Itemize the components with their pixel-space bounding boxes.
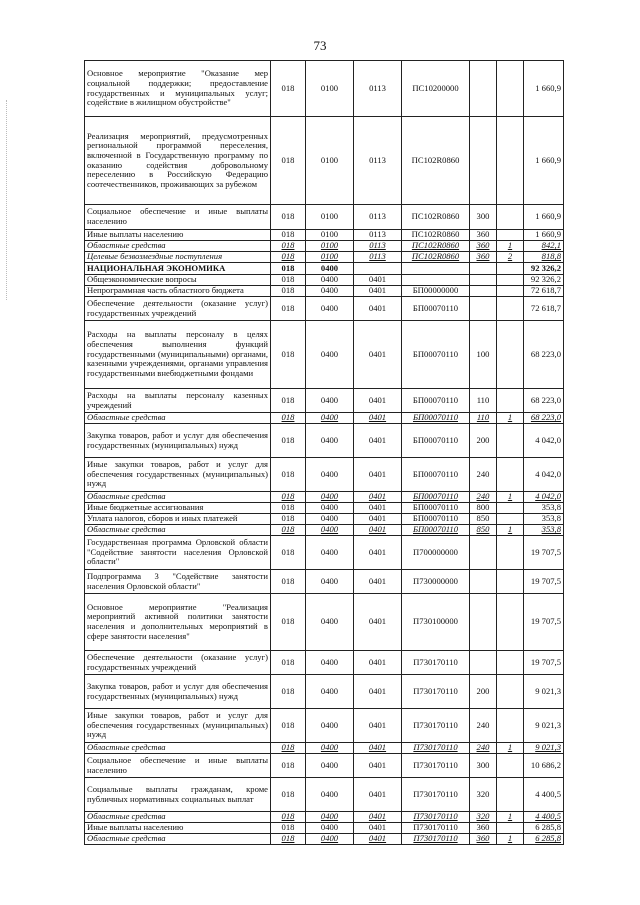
row-csr-cell: П700000000: [402, 536, 470, 570]
table-row: [85, 424, 564, 458]
row-vr-cell: [470, 286, 497, 297]
row-sum-cell: 92 326,2: [524, 263, 564, 275]
row-sum-cell: 4 400,5: [524, 812, 564, 823]
row-name-cell: Областные средства: [85, 492, 271, 503]
row-rz-cell: 0400: [306, 286, 354, 297]
row-source-cell: 1: [497, 834, 524, 845]
row-name-cell: Основное мероприятие "Оказание мер социальной поддержки; предоставление государственных и муниципальных услуг; содействие в жилищном обустройстве": [85, 61, 271, 117]
row-sum-cell: 353,8: [524, 525, 564, 536]
row-vr-cell: 320: [470, 778, 497, 812]
table-row: [85, 389, 564, 413]
row-source-cell: [497, 297, 524, 321]
row-sum-cell: 19 707,5: [524, 651, 564, 675]
row-sum-cell: 9 021,3: [524, 709, 564, 743]
row-csr-cell: П730170110: [402, 823, 470, 834]
row-vr-cell: 240: [470, 458, 497, 492]
table-row: [85, 321, 564, 389]
row-source-cell: [497, 754, 524, 778]
row-sum-cell: 353,8: [524, 514, 564, 525]
row-rz-cell: 0400: [306, 778, 354, 812]
row-sum-cell: 68 223,0: [524, 321, 564, 389]
row-sum-cell: 4 042,0: [524, 458, 564, 492]
row-csr-cell: П730170110: [402, 834, 470, 845]
row-gr-cell: 018: [271, 651, 306, 675]
row-gr-cell: 018: [271, 263, 306, 275]
row-sum-cell: 68 223,0: [524, 413, 564, 424]
row-pr-cell: 0401: [354, 424, 402, 458]
row-rz-cell: 0100: [306, 61, 354, 117]
table-row: [85, 492, 564, 503]
row-rz-cell: 0400: [306, 321, 354, 389]
row-name-cell: Расходы на выплаты персоналу в целях обеспечения выполнения функций государственными (муниципальными) органами, казенными учреждениями, органами управления государственными внебюджетными фондами: [85, 321, 271, 389]
row-pr-cell: 0113: [354, 205, 402, 230]
row-pr-cell: 0401: [354, 514, 402, 525]
row-source-cell: 1: [497, 525, 524, 536]
row-name-cell: Целевые безвозмездные поступления: [85, 252, 271, 263]
row-pr-cell: 0401: [354, 812, 402, 823]
row-source-cell: 1: [497, 812, 524, 823]
row-source-cell: 1: [497, 413, 524, 424]
row-pr-cell: 0401: [354, 778, 402, 812]
row-pr-cell: 0401: [354, 754, 402, 778]
table-row: [85, 525, 564, 536]
row-source-cell: [497, 514, 524, 525]
row-name-cell: Общеэкономические вопросы: [85, 275, 271, 286]
row-pr-cell: 0113: [354, 61, 402, 117]
row-name-cell: Областные средства: [85, 525, 271, 536]
row-source-cell: [497, 458, 524, 492]
row-csr-cell: ПС102R0860: [402, 241, 470, 252]
row-csr-cell: БП00070110: [402, 321, 470, 389]
row-pr-cell: 0401: [354, 413, 402, 424]
table-row: [85, 275, 564, 286]
row-sum-cell: 4 400,5: [524, 778, 564, 812]
row-name-cell: Обеспечение деятельности (оказание услуг) государственных учреждений: [85, 297, 271, 321]
row-name-cell: НАЦИОНАЛЬНАЯ ЭКОНОМИКА: [85, 263, 271, 275]
row-name-cell: Закупка товаров, работ и услуг для обеспечения государственных (муниципальных) нужд: [85, 675, 271, 709]
row-rz-cell: 0400: [306, 275, 354, 286]
row-sum-cell: 1 660,9: [524, 117, 564, 205]
table-row: [85, 117, 564, 205]
row-rz-cell: 0400: [306, 424, 354, 458]
table-row: [85, 503, 564, 514]
row-vr-cell: 360: [470, 241, 497, 252]
row-gr-cell: 018: [271, 275, 306, 286]
row-vr-cell: [470, 263, 497, 275]
row-vr-cell: [470, 117, 497, 205]
row-sum-cell: 1 660,9: [524, 205, 564, 230]
row-rz-cell: 0400: [306, 709, 354, 743]
row-csr-cell: П730000000: [402, 570, 470, 594]
row-name-cell: Обеспечение деятельности (оказание услуг) государственных учреждений: [85, 651, 271, 675]
row-vr-cell: 240: [470, 709, 497, 743]
table-row: [85, 823, 564, 834]
row-gr-cell: 018: [271, 458, 306, 492]
row-csr-cell: БП00070110: [402, 503, 470, 514]
table-row: [85, 205, 564, 230]
row-source-cell: [497, 424, 524, 458]
table-row: [85, 514, 564, 525]
page-number: 73: [313, 38, 327, 53]
row-rz-cell: 0400: [306, 594, 354, 651]
row-name-cell: Иные закупки товаров, работ и услуг для обеспечения государственных (муниципальных) нужд: [85, 458, 271, 492]
row-sum-cell: 92 326,2: [524, 275, 564, 286]
row-vr-cell: [470, 61, 497, 117]
row-source-cell: 1: [497, 492, 524, 503]
row-pr-cell: 0401: [354, 389, 402, 413]
row-name-cell: Областные средства: [85, 834, 271, 845]
table-row: [85, 241, 564, 252]
table-row: [85, 458, 564, 492]
row-name-cell: Иные выплаты населению: [85, 823, 271, 834]
row-pr-cell: [354, 263, 402, 275]
row-csr-cell: ПС10200000: [402, 61, 470, 117]
row-name-cell: Иные закупки товаров, работ и услуг для обеспечения государственных (муниципальных) нужд: [85, 709, 271, 743]
row-rz-cell: 0400: [306, 389, 354, 413]
row-name-cell: Основное мероприятие "Реализация мероприятий активной политики занятости населения и дополнительных мероприятий в сфере занятости населения": [85, 594, 271, 651]
row-gr-cell: 018: [271, 492, 306, 503]
row-name-cell: Непрограммная часть областного бюджета: [85, 286, 271, 297]
row-rz-cell: 0100: [306, 230, 354, 241]
table-row: [85, 675, 564, 709]
row-vr-cell: 360: [470, 252, 497, 263]
table-row: [85, 651, 564, 675]
row-name-cell: Реализация мероприятий, предусмотренных региональной программой переселения, включенной в Государственную программу по оказанию содействия добровольному переселению в Российскую Федерацию соотечественников, проживающих за рубежом: [85, 117, 271, 205]
row-source-cell: [497, 263, 524, 275]
row-source-cell: [497, 117, 524, 205]
row-pr-cell: 0113: [354, 230, 402, 241]
table-row: [85, 834, 564, 845]
table-row: [85, 570, 564, 594]
row-name-cell: Социальное обеспечение и иные выплаты населению: [85, 754, 271, 778]
row-name-cell: Расходы на выплаты персоналу казенных учреждений: [85, 389, 271, 413]
row-pr-cell: 0401: [354, 275, 402, 286]
row-gr-cell: 018: [271, 286, 306, 297]
row-vr-cell: 200: [470, 675, 497, 709]
row-vr-cell: [470, 536, 497, 570]
row-gr-cell: 018: [271, 424, 306, 458]
scan-margin-marks: [6, 100, 9, 300]
row-pr-cell: 0401: [354, 492, 402, 503]
row-rz-cell: 0100: [306, 205, 354, 230]
row-vr-cell: [470, 275, 497, 286]
row-rz-cell: 0400: [306, 812, 354, 823]
row-csr-cell: П730170110: [402, 778, 470, 812]
row-rz-cell: 0400: [306, 823, 354, 834]
row-vr-cell: [470, 651, 497, 675]
row-csr-cell: БП00070110: [402, 297, 470, 321]
row-rz-cell: 0400: [306, 834, 354, 845]
row-vr-cell: [470, 297, 497, 321]
row-vr-cell: 320: [470, 812, 497, 823]
row-name-cell: Иные бюджетные ассигнования: [85, 503, 271, 514]
row-name-cell: Государственная программа Орловской области "Содействие занятости населения Орловской области": [85, 536, 271, 570]
row-gr-cell: 018: [271, 743, 306, 754]
row-source-cell: 1: [497, 743, 524, 754]
row-sum-cell: 19 707,5: [524, 536, 564, 570]
row-gr-cell: 018: [271, 61, 306, 117]
row-vr-cell: 800: [470, 503, 497, 514]
row-gr-cell: 018: [271, 205, 306, 230]
row-csr-cell: П730170110: [402, 709, 470, 743]
row-csr-cell: БП00070110: [402, 389, 470, 413]
row-sum-cell: 353,8: [524, 503, 564, 514]
row-rz-cell: 0400: [306, 675, 354, 709]
row-sum-cell: 4 042,0: [524, 424, 564, 458]
row-gr-cell: 018: [271, 536, 306, 570]
row-sum-cell: 72 618,7: [524, 286, 564, 297]
row-source-cell: [497, 823, 524, 834]
row-csr-cell: БП00070110: [402, 492, 470, 503]
row-gr-cell: 018: [271, 594, 306, 651]
row-gr-cell: 018: [271, 503, 306, 514]
row-vr-cell: 110: [470, 413, 497, 424]
row-gr-cell: 018: [271, 252, 306, 263]
row-name-cell: Областные средства: [85, 743, 271, 754]
row-pr-cell: 0401: [354, 321, 402, 389]
row-source-cell: 2: [497, 252, 524, 263]
table-row: [85, 594, 564, 651]
row-sum-cell: 9 021,3: [524, 675, 564, 709]
row-vr-cell: 240: [470, 743, 497, 754]
table-row: [85, 263, 564, 275]
row-vr-cell: 300: [470, 754, 497, 778]
row-csr-cell: БП00000000: [402, 286, 470, 297]
table-row: [85, 413, 564, 424]
row-rz-cell: 0400: [306, 570, 354, 594]
row-rz-cell: 0400: [306, 525, 354, 536]
row-pr-cell: 0401: [354, 834, 402, 845]
table-row: [85, 812, 564, 823]
row-pr-cell: 0401: [354, 458, 402, 492]
table-row: [85, 230, 564, 241]
row-pr-cell: 0401: [354, 525, 402, 536]
row-csr-cell: ПС102R0860: [402, 117, 470, 205]
row-sum-cell: 4 042,0: [524, 492, 564, 503]
row-name-cell: Социальное обеспечение и иные выплаты населению: [85, 205, 271, 230]
row-source-cell: [497, 321, 524, 389]
row-rz-cell: 0100: [306, 241, 354, 252]
row-name-cell: Социальные выплаты гражданам, кроме публичных нормативных социальных выплат: [85, 778, 271, 812]
row-name-cell: Подпрограмма 3 "Содействие занятости населения Орловской области": [85, 570, 271, 594]
row-rz-cell: 0400: [306, 503, 354, 514]
row-source-cell: [497, 286, 524, 297]
row-pr-cell: 0113: [354, 241, 402, 252]
row-gr-cell: 018: [271, 778, 306, 812]
table-row: [85, 778, 564, 812]
row-name-cell: Иные выплаты населению: [85, 230, 271, 241]
row-rz-cell: 0400: [306, 536, 354, 570]
row-source-cell: [497, 594, 524, 651]
row-sum-cell: 6 285,8: [524, 823, 564, 834]
row-source-cell: [497, 205, 524, 230]
row-rz-cell: 0400: [306, 651, 354, 675]
row-gr-cell: 018: [271, 117, 306, 205]
row-sum-cell: 1 660,9: [524, 230, 564, 241]
row-csr-cell: ПС102R0860: [402, 252, 470, 263]
row-source-cell: [497, 275, 524, 286]
row-source-cell: [497, 778, 524, 812]
table-row: [85, 709, 564, 743]
row-csr-cell: [402, 275, 470, 286]
row-source-cell: [497, 503, 524, 514]
row-gr-cell: 018: [271, 241, 306, 252]
row-vr-cell: 850: [470, 514, 497, 525]
row-rz-cell: 0400: [306, 514, 354, 525]
row-gr-cell: 018: [271, 230, 306, 241]
table-row: [85, 536, 564, 570]
row-name-cell: Областные средства: [85, 241, 271, 252]
row-name-cell: Уплата налогов, сборов и иных платежей: [85, 514, 271, 525]
row-csr-cell: [402, 263, 470, 275]
row-source-cell: 1: [497, 241, 524, 252]
row-sum-cell: 1 660,9: [524, 61, 564, 117]
row-rz-cell: 0400: [306, 263, 354, 275]
row-csr-cell: П730170110: [402, 651, 470, 675]
budget-table-body: [85, 61, 564, 845]
row-gr-cell: 018: [271, 321, 306, 389]
table-row: [85, 252, 564, 263]
row-rz-cell: 0400: [306, 297, 354, 321]
row-pr-cell: 0113: [354, 117, 402, 205]
row-gr-cell: 018: [271, 754, 306, 778]
row-pr-cell: 0401: [354, 675, 402, 709]
row-name-cell: Областные средства: [85, 812, 271, 823]
row-pr-cell: 0401: [354, 536, 402, 570]
row-name-cell: Областные средства: [85, 413, 271, 424]
row-pr-cell: 0401: [354, 651, 402, 675]
row-vr-cell: 850: [470, 525, 497, 536]
row-gr-cell: 018: [271, 812, 306, 823]
row-name-cell: Закупка товаров, работ и услуг для обеспечения государственных (муниципальных) нужд: [85, 424, 271, 458]
table-row: [85, 297, 564, 321]
row-vr-cell: 100: [470, 321, 497, 389]
row-csr-cell: БП00070110: [402, 458, 470, 492]
row-rz-cell: 0100: [306, 117, 354, 205]
row-source-cell: [497, 675, 524, 709]
row-csr-cell: БП00070110: [402, 525, 470, 536]
row-pr-cell: 0401: [354, 570, 402, 594]
row-csr-cell: П730170110: [402, 743, 470, 754]
row-gr-cell: 018: [271, 823, 306, 834]
row-pr-cell: 0401: [354, 823, 402, 834]
row-rz-cell: 0400: [306, 743, 354, 754]
row-rz-cell: 0100: [306, 252, 354, 263]
row-pr-cell: 0401: [354, 709, 402, 743]
row-csr-cell: ПС102R0860: [402, 205, 470, 230]
row-csr-cell: ПС102R0860: [402, 230, 470, 241]
table-row: [85, 61, 564, 117]
row-vr-cell: [470, 594, 497, 651]
row-pr-cell: 0401: [354, 594, 402, 651]
row-vr-cell: 360: [470, 834, 497, 845]
row-source-cell: [497, 536, 524, 570]
row-sum-cell: 9 021,3: [524, 743, 564, 754]
row-sum-cell: 72 618,7: [524, 297, 564, 321]
row-source-cell: [497, 570, 524, 594]
row-source-cell: [497, 389, 524, 413]
row-rz-cell: 0400: [306, 458, 354, 492]
row-sum-cell: 10 686,2: [524, 754, 564, 778]
row-vr-cell: 110: [470, 389, 497, 413]
row-source-cell: [497, 61, 524, 117]
row-sum-cell: 19 707,5: [524, 594, 564, 651]
row-csr-cell: П730170110: [402, 754, 470, 778]
row-gr-cell: 018: [271, 297, 306, 321]
row-gr-cell: 018: [271, 389, 306, 413]
row-rz-cell: 0400: [306, 754, 354, 778]
row-vr-cell: 200: [470, 424, 497, 458]
row-sum-cell: 818,8: [524, 252, 564, 263]
row-source-cell: [497, 709, 524, 743]
row-pr-cell: 0401: [354, 743, 402, 754]
row-gr-cell: 018: [271, 834, 306, 845]
table-row: [85, 754, 564, 778]
row-vr-cell: 360: [470, 823, 497, 834]
row-csr-cell: П730100000: [402, 594, 470, 651]
row-sum-cell: 6 285,8: [524, 834, 564, 845]
row-gr-cell: 018: [271, 570, 306, 594]
row-pr-cell: 0113: [354, 252, 402, 263]
row-gr-cell: 018: [271, 525, 306, 536]
row-sum-cell: 842,1: [524, 241, 564, 252]
row-vr-cell: 300: [470, 205, 497, 230]
row-csr-cell: П730170110: [402, 675, 470, 709]
row-sum-cell: 19 707,5: [524, 570, 564, 594]
row-csr-cell: П730170110: [402, 812, 470, 823]
row-pr-cell: 0401: [354, 286, 402, 297]
row-pr-cell: 0401: [354, 503, 402, 514]
row-rz-cell: 0400: [306, 413, 354, 424]
row-gr-cell: 018: [271, 709, 306, 743]
row-vr-cell: 240: [470, 492, 497, 503]
row-gr-cell: 018: [271, 413, 306, 424]
row-csr-cell: БП00070110: [402, 424, 470, 458]
row-gr-cell: 018: [271, 514, 306, 525]
row-csr-cell: БП00070110: [402, 413, 470, 424]
row-vr-cell: [470, 570, 497, 594]
row-csr-cell: БП00070110: [402, 514, 470, 525]
budget-table: [84, 60, 564, 845]
row-pr-cell: 0401: [354, 297, 402, 321]
table-row: [85, 743, 564, 754]
row-sum-cell: 68 223,0: [524, 389, 564, 413]
row-rz-cell: 0400: [306, 492, 354, 503]
row-source-cell: [497, 651, 524, 675]
row-gr-cell: 018: [271, 675, 306, 709]
row-vr-cell: 360: [470, 230, 497, 241]
row-source-cell: [497, 230, 524, 241]
table-row: [85, 286, 564, 297]
